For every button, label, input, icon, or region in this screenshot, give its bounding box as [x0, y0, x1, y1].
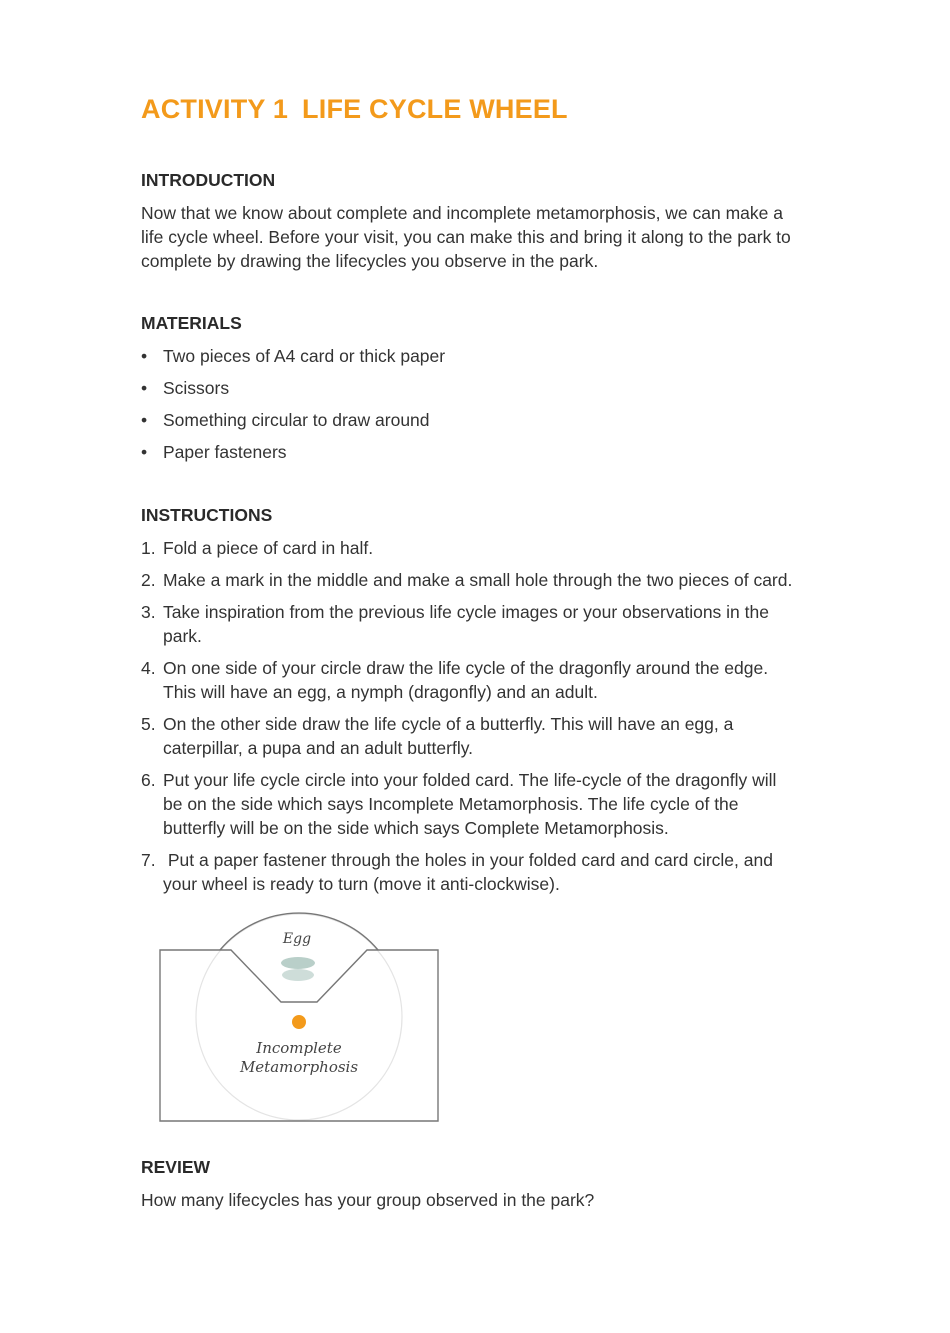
instruction-step-6 [141, 768, 792, 840]
bullet-icon: • [141, 378, 148, 398]
step-number: 7. [141, 850, 156, 870]
page-title [141, 94, 568, 125]
instruction-step-7 [141, 848, 792, 896]
step-line: Make a mark in the middle and make a small hole through the two pieces of card. [163, 570, 793, 590]
step-line: Take inspiration from the previous life cycle images or your observations in the [163, 602, 769, 622]
paper-fastener-dot [292, 1015, 306, 1029]
materials-heading: MATERIALS [141, 313, 242, 333]
egg-label: Egg [282, 931, 312, 947]
list-item: • Scissors [141, 378, 230, 398]
introduction-heading: INTRODUCTION [141, 170, 276, 190]
step-number: 4. [141, 658, 156, 678]
step-number: 3. [141, 602, 156, 622]
egg-shape [281, 957, 315, 969]
step-line: On the other side draw the life cycle of a butterfly. This will have an egg, a [163, 714, 734, 734]
activity-number: ACTIVITY 1 [141, 94, 289, 124]
step-number: 5. [141, 714, 156, 734]
review-heading: REVIEW [141, 1157, 211, 1177]
diagram-caption-line1: Incomplete [256, 1039, 342, 1057]
step-number: 6. [141, 770, 156, 790]
list-item: • Paper fasteners [141, 442, 287, 462]
step-number: 1. [141, 538, 156, 558]
materials-list [141, 344, 445, 464]
diagram-caption-line2: Metamorphosis [239, 1058, 359, 1076]
step-number: 2. [141, 570, 156, 590]
instructions-list [141, 536, 792, 896]
introduction-line: complete by drawing the lifecycles you observe in the park. [141, 251, 599, 271]
step-line: Put your life cycle circle into your folded card. The life-cycle of the dragonfly will [163, 770, 777, 790]
introduction-text [141, 201, 851, 273]
step-line: Put a paper fastener through the holes in your folded card and card circle, and [163, 850, 773, 870]
step-line: This will have an egg, a nymph (dragonfly) and an adult. [163, 682, 598, 702]
instructions-heading: INSTRUCTIONS [141, 505, 273, 525]
bullet-icon: • [141, 346, 148, 366]
activity-name: LIFE CYCLE WHEEL [302, 94, 568, 124]
bullet-icon: • [141, 410, 148, 430]
step-line: park. [163, 626, 202, 646]
egg-shape [282, 969, 314, 981]
list-item: • Two pieces of A4 card or thick paper [141, 346, 446, 366]
introduction-line: Now that we know about complete and incomplete metamorphosis, we can make a [141, 203, 783, 223]
instruction-step-4 [141, 656, 792, 704]
life-cycle-wheel-diagram [155, 912, 445, 1127]
list-item: • Something circular to draw around [141, 410, 430, 430]
bullet-icon: • [141, 442, 148, 462]
step-line: Fold a piece of card in half. [163, 538, 374, 558]
review-question: How many lifecycles has your group observed in the park? [141, 1190, 595, 1210]
introduction-line: life cycle wheel. Before your visit, you can make this and bring it along to the park to [141, 227, 791, 247]
wheel-illustration [155, 912, 445, 1127]
step-line: caterpillar, a pupa and an adult butterfly. [163, 738, 474, 758]
instruction-step-5 [141, 712, 792, 760]
instruction-step-3 [141, 600, 792, 648]
step-line: your wheel is ready to turn (move it anti-clockwise). [163, 874, 560, 894]
step-line: be on the side which says Incomplete Metamorphosis. The life cycle of the [163, 794, 739, 814]
instruction-step-1 [141, 536, 792, 560]
instruction-step-2 [141, 568, 792, 592]
step-line: butterfly will be on the side which says Complete Metamorphosis. [163, 818, 669, 838]
step-line: On one side of your circle draw the life cycle of the dragonfly around the edge. [163, 658, 769, 678]
